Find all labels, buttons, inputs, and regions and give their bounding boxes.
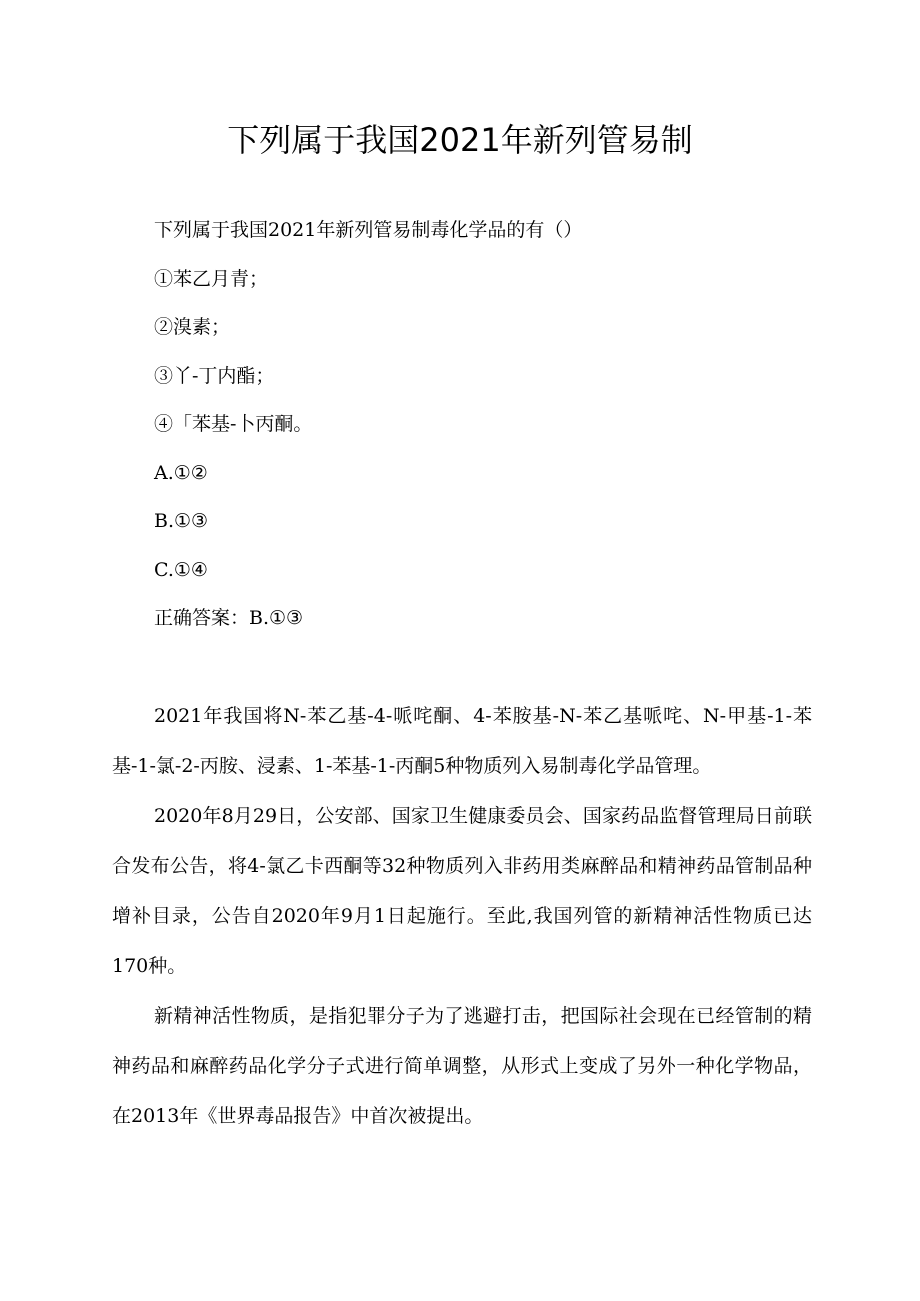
- paragraph: 新精神活性物质，是指犯罪分子为了逃避打击，把国际社会现在已经管制的精神药品和麻醉药品化学分子式进行简单调整，从形式上变成了另外一种化学物品，在2013年《世界毒品报告》中首次被提出。: [112, 1005, 812, 1127]
- option-c: C.①④: [154, 558, 208, 581]
- question-item: ②溴素；: [154, 316, 231, 338]
- question-item: ④「苯基-卜丙酮。: [154, 413, 313, 435]
- option-b: B.①③: [154, 510, 209, 532]
- paragraph: 2020年8月29日，公安部、国家卫生健康委员会、国家药品监督管理局日前联合发布公告，将4-氯乙卡西酮等32种物质列入非药用类麻醉品和精神药品管制品种增补目录，公告自2020年9月1日起施行。至此,我国列管的新精神活性物质已达170种。: [112, 805, 812, 977]
- correct-answer: 正确答案：B.①③: [154, 607, 304, 629]
- option-a: A.①②: [154, 461, 208, 484]
- question-block: [154, 213, 854, 650]
- explanation-text: [112, 691, 812, 1141]
- paragraph: 2021年我国将N-苯乙基-4-哌咤酮、4-苯胺基-N-苯乙基哌咤、N-甲基-1-苯基-1-氯-2-丙胺、浸素、1-苯基-1-丙酮5种物质列入易制毒化学品管理。: [112, 705, 812, 777]
- question-item: ①苯乙月青；: [154, 267, 269, 290]
- question-stem: 下列属于我国2021年新列管易制毒化学品的有（）: [154, 219, 583, 241]
- question-item: ③丫-丁内酯；: [154, 364, 275, 387]
- document-title: 下列属于我国2021年新列管易制: [227, 121, 693, 159]
